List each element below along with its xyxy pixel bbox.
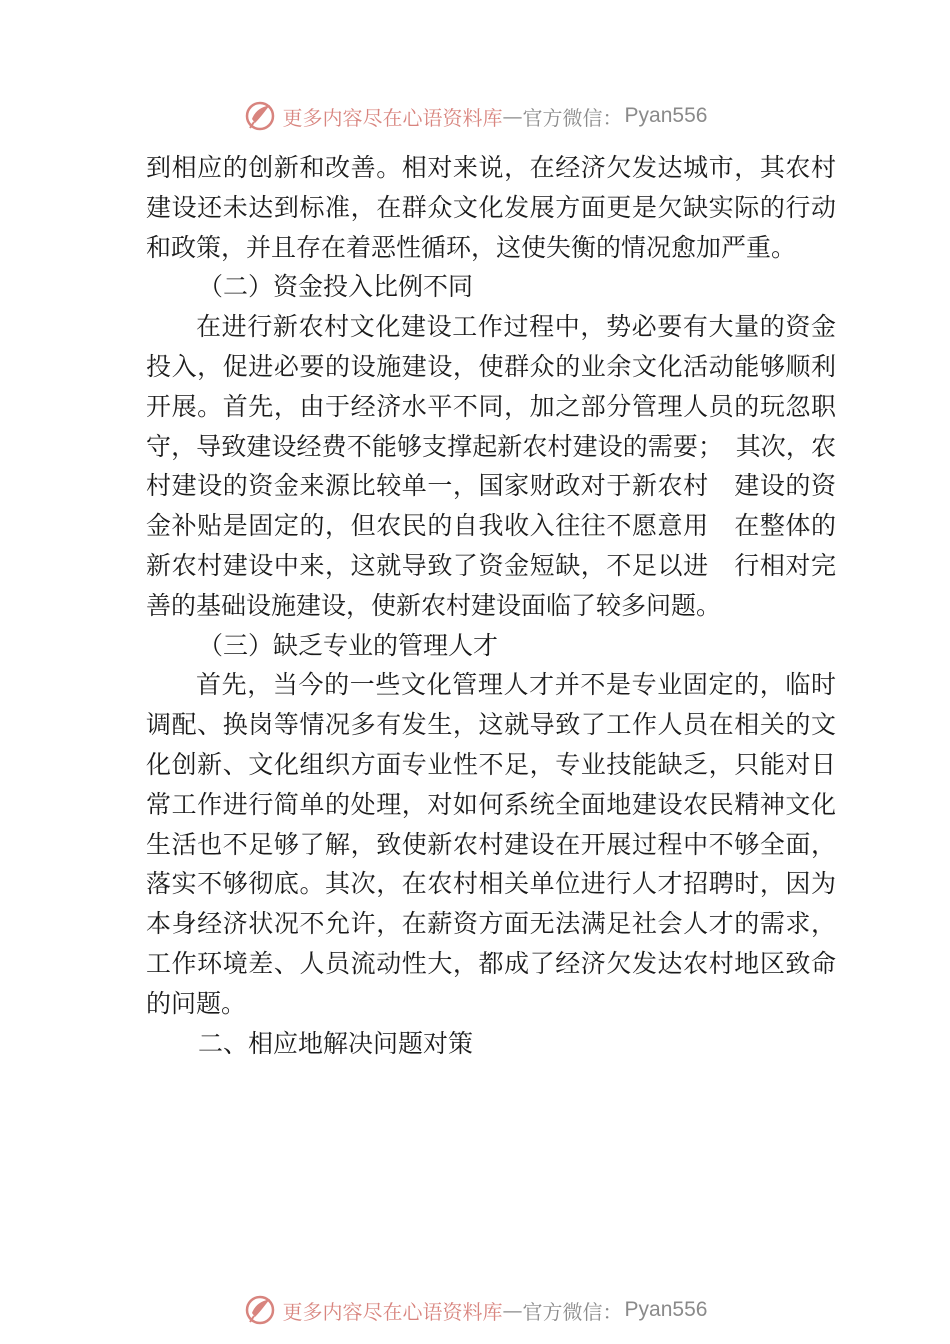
brand-logo-icon bbox=[243, 1293, 277, 1327]
section-heading-funding: （二）资金投入比例不同 bbox=[198, 272, 474, 302]
document-body bbox=[146, 148, 836, 1063]
section-heading-talent: （三）缺乏专业的管理人才 bbox=[198, 630, 499, 660]
paragraph-continuation: 到相应的创新和改善。相对来说，在经济欠发达城市，其农村建设还未达到标准，在群众文化发展方面更是欠缺实际的行动和政策，并且存在着恶性循环，这使失衡的情况愈加严重。 bbox=[146, 153, 836, 262]
brand-text: 更多内容尽在心语资料库 bbox=[282, 1299, 503, 1324]
brand-separator: — bbox=[502, 1298, 523, 1322]
wechat-id: Pyan556 bbox=[624, 104, 708, 127]
brand-logo-icon bbox=[243, 99, 277, 133]
wechat-id: Pyan556 bbox=[624, 1298, 708, 1321]
wechat-label: 官方微信： bbox=[522, 1299, 623, 1324]
brand-separator: — bbox=[502, 104, 523, 128]
header-watermark bbox=[0, 96, 950, 136]
paragraph-funding: 在进行新农村文化建设工作过程中，势必要有大量的资金投入，促进必要的设施建设，使群众的业余文化活动能够顺利开展。首先，由于经济水平不同，加之部分管理人员的玩忽职守，导致建设经费不能够支撑起新农村建设的需要； 其次，农村建设的资金来源比较单一，国家财政对于新农村 建设的资金补贴是固定的，但农民的自我收入往往不愿意用 在整体的新农村建设中来，这就导致了资金短缺，不足以进 行相对完善的基础设施建设，使新农村建设面临了较多问题。 bbox=[146, 312, 836, 620]
brand-text: 更多内容尽在心语资料库 bbox=[282, 105, 503, 130]
section-heading-solutions: 二、相应地解决问题对策 bbox=[198, 1028, 474, 1058]
wechat-label: 官方微信： bbox=[522, 105, 623, 130]
footer-watermark bbox=[0, 1290, 950, 1330]
paragraph-talent: 首先，当今的一些文化管理人才并不是专业固定的，临时调配、换岗等情况多有发生，这就导致了工作人员在相关的文化创新、文化组织方面专业性不足，专业技能缺乏，只能对日常工作进行简单的处理，对如何系统全面地建设农民精神文化生活也不足够了解，致使新农村建设在开展过程中不够全面，落实不够彻底。其次，在农村相关单位进行人才招聘时，因为本身经济状况不允许，在薪资方面无法满足社会人才的需求，工作环境差、人员流动性大，都成了经济欠发达农村地区致命的问题。 bbox=[146, 670, 836, 1018]
